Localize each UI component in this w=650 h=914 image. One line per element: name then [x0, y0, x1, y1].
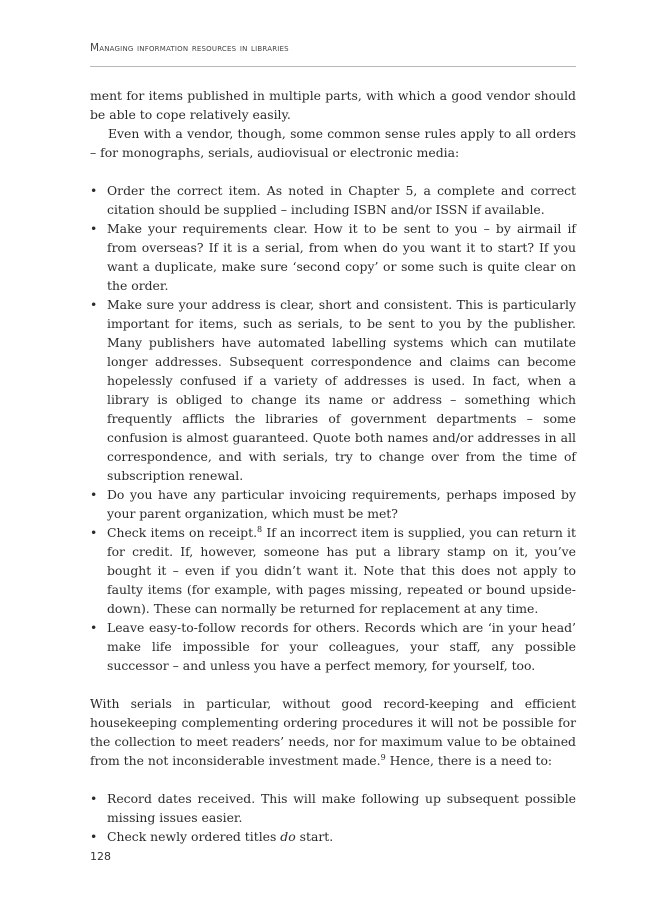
emphasis: do — [280, 829, 296, 844]
order-rules-list — [90, 181, 576, 675]
list-item: • Leave easy-to-follow records for others. Records which are ‘in your head’ make life impossible for your colleagues, your staff, any possible successor – and unless you have a perfect memory, for yourself, too. — [90, 618, 576, 675]
header-rule — [90, 66, 576, 67]
paragraph-serials — [90, 694, 576, 770]
paragraph-intro: Even with a vendor, though, some common sense rules apply to all orders – for monographs, serials, audiovisual or electronic media: — [90, 126, 576, 160]
page-number: 128 — [90, 850, 111, 863]
running-head-text: Managing information resources in libraries — [90, 42, 289, 54]
paragraph-continued: ment for items published in multiple parts, with which a good vendor should be able to cope relatively easily. — [90, 88, 576, 122]
list-item: • Order the correct item. As noted in Chapter 5, a complete and correct citation should be supplied – including ISBN and/or ISSN if available. — [90, 181, 576, 219]
paragraph-text: With serials in particular, without good record-keeping and efficient housekeeping complementing ordering procedures it will not be possible for the collection to meet readers’ needs, nor for maximum value to be obtained from the not inconsiderable investment made. — [90, 696, 576, 768]
list-item: • Do you have any particular invoicing requirements, perhaps imposed by your parent organization, which must be met? — [90, 485, 576, 523]
list-item-text: If an incorrect item is supplied, you can return it for credit. If, however, someone has put a library stamp on it, you’ve bought it – even if you didn’t want it. Note that this does not apply to faulty items (for example, with pages missing, repeated or bound upside-down). These can normally be returned for replacement at any time. — [107, 525, 576, 616]
list-item-text: start. — [295, 829, 334, 844]
footnote-ref: 8 — [257, 525, 263, 534]
list-item-text: Check newly ordered titles — [107, 829, 281, 844]
page-body — [90, 86, 576, 846]
list-item — [90, 523, 576, 618]
list-item: • Make your requirements clear. How it to be sent to you – by airmail if from overseas? If it is a serial, from when do you want it to start? If you want a duplicate, make sure ‘second copy’ or some such is quite clear on the order. — [90, 219, 576, 295]
running-head — [90, 42, 289, 54]
spacer — [90, 162, 576, 181]
footnote-ref: 9 — [380, 753, 386, 762]
spacer — [90, 675, 576, 694]
list-item: • Make sure your address is clear, short and consistent. This is particularly important for items, such as serials, to be sent to you by the publisher. Many publishers have automated labelling systems which can mutilate longer addresses. Subsequent correspondence and claims can become hopelessly confused if a variety of addresses is used. In fact, when a library is obliged to change its name or address – something which frequently afflicts the libraries of government departments – some confusion is almost guaranteed. Quote both names and/or addresses in all correspondence, and with serials, try to change over from the time of subscription renewal. — [90, 295, 576, 485]
serials-list — [90, 789, 576, 846]
list-item: • Record dates received. This will make following up subsequent possible missing issues easier. — [90, 789, 576, 827]
list-item-text: Check items on receipt. — [107, 525, 258, 540]
paragraph-text: Hence, there is a need to: — [385, 753, 553, 768]
spacer — [90, 770, 576, 789]
list-item — [90, 827, 576, 846]
